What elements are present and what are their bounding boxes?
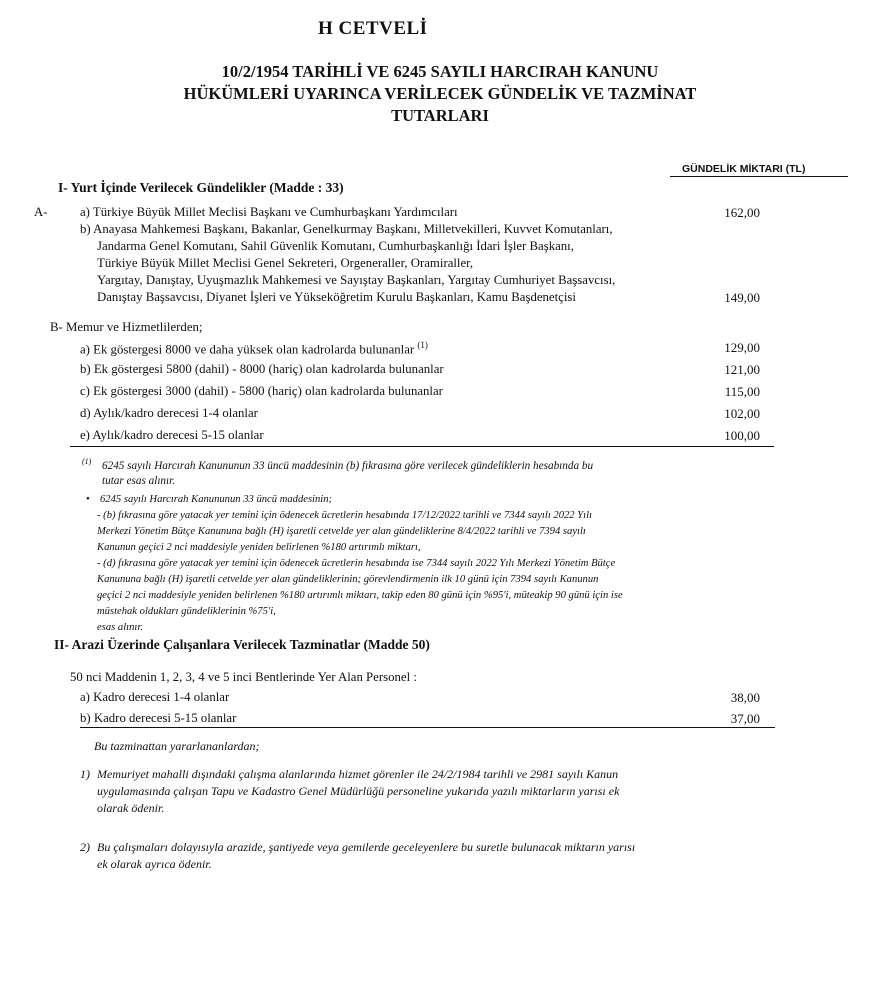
group-a-item-a: a) Türkiye Büyük Millet Meclisi Başkanı ve Cumhurbaşkanı Yardımcıları bbox=[80, 205, 458, 219]
column-header-rule bbox=[670, 176, 848, 177]
footnote2-line: 6245 sayılı Harcırah Kanununun 33 üncü maddesinin; bbox=[100, 494, 333, 505]
footnote2-line: - (d) fıkrasına göre yatacak yer temini için ödenecek ücretlerin hesabında ise 7344 sayılı 2022 Yılı Merkezi Yönetim Bütçe bbox=[97, 558, 616, 569]
group-a-item-a-amount: 162,00 bbox=[724, 205, 760, 220]
page-title: H CETVELİ bbox=[318, 18, 428, 39]
section2-rule bbox=[80, 727, 775, 728]
group-b-row-amount: 129,00 bbox=[724, 340, 760, 355]
group-b-row-text: b) Ek göstergesi 5800 (dahil) - 8000 (hariç) olan kadrolarda bulunanlar bbox=[80, 362, 444, 376]
group-a-item-b-line: Yargıtay, Danıştay, Uyuşmazlık Mahkemesi ve Sayıştay Başkanları, Yargıtay Cumhuriyet Başsavcısı, bbox=[97, 273, 616, 287]
section1-heading: I- Yurt İçinde Verilecek Gündelikler (Madde : 33) bbox=[58, 180, 344, 195]
group-b-row-text: d) Aylık/kadro derecesi 1-4 olanlar bbox=[80, 406, 258, 420]
footnote2-line: Kanunun geçici 2 nci maddesiyle yeniden belirlenen %180 artırımlı miktarı, bbox=[97, 542, 421, 553]
group-a-item-b-line: Danıştay Başsavcısı, Diyanet İşleri ve Yükseköğretim Kurulu Başkanları, Kamu Başdenetçisi bbox=[97, 290, 576, 304]
footnote2-line: Merkezi Yönetim Bütçe Kanununa bağlı (H) işaretli cetvelde yer alan gündeliklerine 8/4/2022 tarihli ve 7394 sayılı bbox=[97, 526, 586, 537]
group-b-row-amount: 100,00 bbox=[724, 428, 760, 443]
note1-line: uygulamasında çalışan Tapu ve Kadastro Genel Müdürlüğü personeline yukarıda yazılı miktarların yarısı ek bbox=[97, 784, 620, 798]
footnote1-line: tutar esas alınır. bbox=[102, 475, 176, 487]
section2-row-amount: 37,00 bbox=[730, 711, 760, 726]
group-b-row-text: e) Aylık/kadro derecesi 5-15 olanlar bbox=[80, 428, 264, 442]
section1-rule bbox=[70, 446, 774, 447]
group-b-row bbox=[80, 340, 428, 357]
group-a-label: A- bbox=[34, 205, 48, 219]
section2-row-text: b) Kadro derecesi 5-15 olanlar bbox=[80, 711, 237, 725]
group-b-row-amount: 102,00 bbox=[724, 406, 760, 421]
note1-line: olarak ödenir. bbox=[97, 801, 165, 815]
footnote2-line: Kanununa bağlı (H) işaretli cetvelde yer alan gündeliklerinin; görevlendirmenin ilk 10 günü için 7394 sayılı Kanunun bbox=[97, 574, 599, 585]
note1-label: 1) bbox=[80, 767, 90, 781]
group-a-item-b-amount: 149,00 bbox=[724, 290, 760, 305]
group-a-item-b-line: Jandarma Genel Komutanı, Sahil Güvenlik Komutanı, Cumhurbaşkanlığı İdari İşler Başkanı, bbox=[97, 239, 574, 253]
group-b-row-amount: 115,00 bbox=[724, 384, 760, 399]
group-b-row-text: a) Ek göstergesi 8000 ve daha yüksek olan kadrolarda bulunanlar bbox=[80, 342, 415, 357]
note2-line: Bu çalışmaları dolayısıyla arazide, şantiyede veya gemilerde geceleyenlere bu suretle bulunacak miktarın yarısı bbox=[97, 840, 636, 854]
section2-row-text: a) Kadro derecesi 1-4 olanlar bbox=[80, 690, 230, 704]
footnote-ref: (1) bbox=[417, 340, 428, 350]
subtitle-line-2: HÜKÜMLERİ UYARINCA VERİLECEK GÜNDELİK VE TAZMİNAT bbox=[183, 84, 697, 103]
section2-note-intro: Bu tazminattan yararlananlardan; bbox=[94, 739, 260, 753]
subtitle-line-3: TUTARLARI bbox=[391, 106, 489, 125]
group-a-item-b-line: Türkiye Büyük Millet Meclisi Genel Sekreteri, Orgeneraller, Oramiraller, bbox=[97, 256, 474, 270]
footnote2-bullet: • bbox=[86, 493, 90, 505]
group-b-row-text: c) Ek göstergesi 3000 (dahil) - 5800 (hariç) olan kadrolarda bulunanlar bbox=[80, 384, 443, 398]
note1-line: Memuriyet mahalli dışındaki çalışma alanlarında hizmet görenler ile 24/2/1984 tarihli ve 2981 sayılı Kanun bbox=[97, 767, 619, 781]
footnote2-line: esas alınır. bbox=[97, 622, 143, 633]
footnote1-mark: (1) bbox=[82, 457, 92, 466]
column-header: GÜNDELİK MİKTARI (TL) bbox=[682, 163, 806, 175]
group-b-row-amount: 121,00 bbox=[724, 362, 760, 377]
group-a-item-b-line: b) Anayasa Mahkemesi Başkanı, Bakanlar, Genelkurmay Başkanı, Milletvekilleri, Kuvvet Komutanları, bbox=[80, 222, 613, 236]
section2-row-amount: 38,00 bbox=[730, 690, 760, 705]
section2-heading: II- Arazi Üzerinde Çalışanlara Verilecek Tazminatlar (Madde 50) bbox=[54, 637, 430, 652]
footnote2-line: geçici 2 nci maddesiyle yeniden belirlenen %180 artırımlı miktarı, takip eden 80 günü için %95'i, müteakip 90 günü için ise bbox=[97, 590, 623, 601]
footnote2-line: - (b) fıkrasına göre yatacak yer temini için ödenecek ücretlerin hesabında 17/12/2022 tarihli ve 7344 sayılı 2022 Yılı bbox=[97, 510, 592, 521]
group-b-label: B- Memur ve Hizmetlilerden; bbox=[50, 320, 203, 334]
note2-label: 2) bbox=[80, 840, 90, 854]
footnote1-line: 6245 sayılı Harcırah Kanununun 33 üncü maddesinin (b) fıkrasına göre verilecek gündeliklerin hesabında bu bbox=[102, 460, 594, 472]
section2-intro: 50 nci Maddenin 1, 2, 3, 4 ve 5 inci Bentlerinde Yer Alan Personel : bbox=[70, 670, 417, 684]
footnote2-line: müstehak oldukları gündeliklerinin %75'i, bbox=[97, 606, 276, 617]
subtitle-line-1: 10/2/1954 TARİHLİ VE 6245 SAYILI HARCIRAH KANUNU bbox=[221, 62, 659, 81]
note2-line: ek olarak ayrıca ödenir. bbox=[97, 857, 212, 871]
